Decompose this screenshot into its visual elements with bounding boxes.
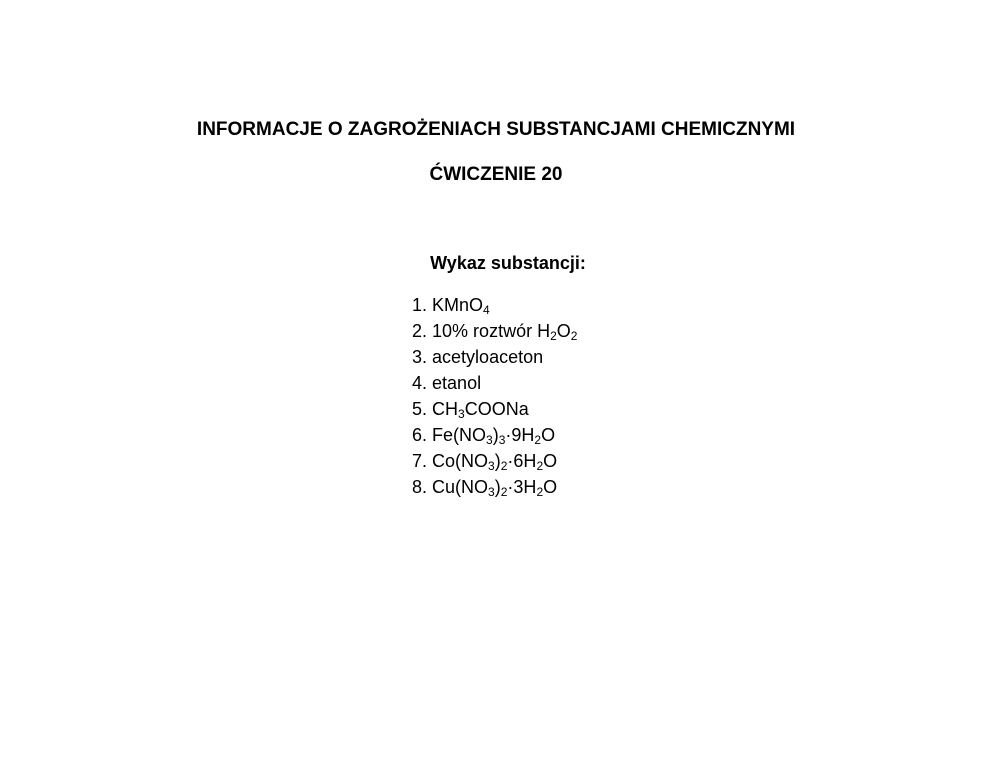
substance-name <box>432 347 543 367</box>
substance-number: 8. <box>412 477 428 497</box>
formula-text: Co(NO <box>432 451 489 471</box>
substance-list-item <box>412 474 577 500</box>
formula-text: CH <box>432 399 459 419</box>
exercise-title: ĆWICZENIE 20 <box>429 164 563 185</box>
substance-name <box>432 373 481 393</box>
substance-name <box>432 451 557 471</box>
substance-list-item <box>412 422 577 448</box>
substance-number: 5. <box>412 399 428 419</box>
formula-subscript: 2 <box>534 433 542 447</box>
formula-subscript: 2 <box>536 485 544 499</box>
substance-name <box>432 295 490 315</box>
formula-text: ) <box>494 451 501 471</box>
substance-list-item <box>412 292 577 318</box>
substance-number: 3. <box>412 347 428 367</box>
formula-subscript: 4 <box>483 303 490 317</box>
formula-text: Cu(NO <box>432 477 489 497</box>
formula-text: ·9H <box>505 425 535 445</box>
substance-number: 1. <box>412 295 428 315</box>
formula-text: O <box>556 321 571 341</box>
formula-subscript: 2 <box>550 329 557 343</box>
substance-list-item <box>412 396 577 422</box>
formula-text: etanol <box>432 373 482 393</box>
formula-subscript: 2 <box>536 459 544 473</box>
substance-list-heading: Wykaz substancji: <box>430 253 586 273</box>
substance-number: 4. <box>412 373 428 393</box>
formula-text: ·3H <box>507 477 537 497</box>
formula-subscript: 3 <box>488 485 495 499</box>
formula-subscript: 2 <box>500 459 508 473</box>
substance-list-item <box>412 448 577 474</box>
substance-number: 2. <box>412 321 428 341</box>
formula-text: ) <box>492 425 499 445</box>
formula-subscript: 3 <box>488 459 495 473</box>
substance-list <box>412 292 577 500</box>
formula-text: COONa <box>464 399 529 419</box>
formula-subscript: 3 <box>498 433 506 447</box>
substance-number: 6. <box>412 425 428 445</box>
formula-text: O <box>541 425 556 445</box>
substance-list-item <box>412 370 577 396</box>
substance-name <box>432 477 557 497</box>
substance-name <box>432 399 529 419</box>
substance-name <box>432 425 555 445</box>
substance-number: 7. <box>412 451 428 471</box>
formula-text: ·6H <box>507 451 537 471</box>
substance-name <box>432 321 577 341</box>
formula-text: KMnO <box>432 295 484 315</box>
formula-text: Fe(NO <box>432 425 487 445</box>
formula-text: acetyloaceton <box>432 347 544 367</box>
formula-subscript: 2 <box>500 485 508 499</box>
formula-text: ) <box>494 477 501 497</box>
substance-list-item <box>412 344 577 370</box>
substance-list-item <box>412 318 577 344</box>
formula-subscript: 3 <box>486 433 493 447</box>
formula-subscript: 3 <box>458 407 465 421</box>
formula-text: O <box>543 451 558 471</box>
formula-subscript: 2 <box>570 329 578 343</box>
document-title: INFORMACJE O ZAGROŻENIACH SUBSTANCJAMI CHEMICZNYMI <box>196 119 796 140</box>
formula-text: O <box>543 477 558 497</box>
formula-text: 10% roztwór H <box>432 321 551 341</box>
